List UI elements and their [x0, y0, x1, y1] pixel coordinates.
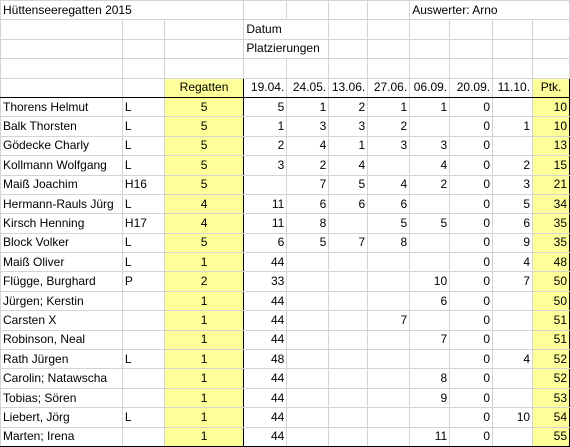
result-cell[interactable] [493, 369, 533, 388]
regatten-cell[interactable]: 5 [164, 175, 244, 194]
ptk-header[interactable]: Ptk. [533, 78, 570, 97]
date-header[interactable]: 20.09. [450, 78, 493, 97]
result-cell[interactable]: 0 [450, 117, 493, 136]
auswerter-label[interactable]: Auswerter: Arno [410, 1, 570, 20]
regatten-cell[interactable]: 2 [164, 272, 244, 291]
result-cell[interactable]: 8 [410, 369, 450, 388]
ptk-cell[interactable]: 13 [533, 136, 570, 155]
ptk-cell[interactable]: 52 [533, 350, 570, 369]
result-cell[interactable] [287, 272, 329, 291]
ptk-cell[interactable]: 53 [533, 388, 570, 407]
result-cell[interactable] [368, 350, 410, 369]
result-cell[interactable]: 2 [410, 175, 450, 194]
ptk-cell[interactable]: 52 [533, 369, 570, 388]
result-cell[interactable]: 44 [244, 427, 287, 446]
result-cell[interactable]: 44 [244, 408, 287, 427]
result-cell[interactable]: 3 [410, 136, 450, 155]
result-cell[interactable]: 0 [450, 388, 493, 407]
table-row [1, 369, 570, 388]
result-cell[interactable] [287, 253, 329, 272]
name-cell[interactable]: Kollmann Wolfgang [1, 156, 123, 175]
result-cell[interactable] [287, 388, 329, 407]
result-cell[interactable]: 7 [329, 233, 368, 252]
result-cell[interactable]: 4 [493, 350, 533, 369]
result-cell[interactable] [329, 330, 368, 349]
result-cell[interactable]: 7 [368, 311, 410, 330]
table-row [1, 291, 570, 310]
ptk-cell[interactable]: 35 [533, 214, 570, 233]
class-cell[interactable]: L [122, 136, 164, 155]
ptk-cell[interactable]: 51 [533, 311, 570, 330]
result-cell[interactable] [329, 427, 368, 446]
result-cell[interactable]: 3 [244, 156, 287, 175]
name-cell[interactable]: Marten; Irena [1, 427, 123, 446]
table-row [1, 427, 570, 446]
table-row [1, 233, 570, 252]
result-cell[interactable]: 2 [329, 97, 368, 116]
table-row [1, 253, 570, 272]
result-cell[interactable] [493, 136, 533, 155]
table-row [1, 214, 570, 233]
regatten-cell[interactable]: 1 [164, 388, 244, 407]
class-cell[interactable]: L [122, 253, 164, 272]
datum-row [1, 20, 570, 39]
result-cell[interactable]: 1 [368, 97, 410, 116]
result-cell[interactable]: 2 [287, 156, 329, 175]
date-header[interactable]: 06.09. [410, 78, 450, 97]
result-cell[interactable]: 3 [368, 136, 410, 155]
result-cell[interactable]: 11 [244, 214, 287, 233]
result-cell[interactable]: 0 [450, 330, 493, 349]
result-cell[interactable]: 0 [450, 272, 493, 291]
result-cell[interactable]: 6 [244, 233, 287, 252]
result-cell[interactable]: 5 [368, 214, 410, 233]
result-cell[interactable]: 6 [329, 194, 368, 213]
ptk-cell[interactable]: 55 [533, 427, 570, 446]
date-header[interactable]: 19.04. [244, 78, 287, 97]
result-cell[interactable]: 2 [493, 156, 533, 175]
result-cell[interactable] [244, 175, 287, 194]
table-row [1, 408, 570, 427]
result-cell[interactable]: 9 [493, 233, 533, 252]
result-cell[interactable]: 10 [493, 408, 533, 427]
name-cell[interactable]: Jürgen; Kerstin [1, 291, 123, 310]
result-cell[interactable] [287, 311, 329, 330]
result-cell[interactable]: 1 [287, 97, 329, 116]
table-row [1, 175, 570, 194]
table-row [1, 194, 570, 213]
result-cell[interactable] [410, 117, 450, 136]
class-cell[interactable]: L [122, 156, 164, 175]
table-row [1, 272, 570, 291]
name-cell[interactable]: Balk Thorsten [1, 117, 123, 136]
result-cell[interactable]: 4 [287, 136, 329, 155]
class-cell[interactable] [122, 311, 164, 330]
name-cell[interactable]: Liebert, Jörg [1, 408, 123, 427]
result-cell[interactable] [287, 369, 329, 388]
class-cell[interactable]: H17 [122, 214, 164, 233]
result-cell[interactable] [368, 330, 410, 349]
class-cell[interactable] [122, 427, 164, 446]
result-cell[interactable]: 4 [368, 175, 410, 194]
result-cell[interactable] [368, 369, 410, 388]
ptk-cell[interactable]: 21 [533, 175, 570, 194]
ptk-cell[interactable]: 35 [533, 233, 570, 252]
ptk-cell[interactable]: 15 [533, 156, 570, 175]
regatten-cell[interactable]: 5 [164, 97, 244, 116]
result-cell[interactable]: 8 [368, 233, 410, 252]
result-cell[interactable]: 9 [410, 388, 450, 407]
regatten-header[interactable]: Regatten [164, 78, 244, 97]
result-cell[interactable] [410, 311, 450, 330]
ptk-cell[interactable]: 50 [533, 291, 570, 310]
class-cell[interactable]: H16 [122, 175, 164, 194]
result-cell[interactable]: 5 [410, 214, 450, 233]
result-cell[interactable]: 0 [450, 350, 493, 369]
sheet-title[interactable]: Hüttenseeregatten 2015 [1, 1, 244, 20]
class-cell[interactable]: L [122, 233, 164, 252]
result-cell[interactable] [329, 214, 368, 233]
result-cell[interactable]: 4 [329, 156, 368, 175]
result-cell[interactable] [287, 408, 329, 427]
date-header[interactable]: 13.06. [329, 78, 368, 97]
result-cell[interactable]: 33 [244, 272, 287, 291]
result-cell[interactable] [368, 291, 410, 310]
empty-row [1, 59, 570, 78]
result-cell[interactable]: 0 [450, 427, 493, 446]
result-cell[interactable] [493, 311, 533, 330]
result-cell[interactable]: 0 [450, 214, 493, 233]
result-cell[interactable] [493, 330, 533, 349]
result-cell[interactable] [287, 330, 329, 349]
result-cell[interactable]: 44 [244, 388, 287, 407]
name-cell[interactable]: Tobias; Sören [1, 388, 123, 407]
result-cell[interactable]: 0 [450, 233, 493, 252]
ptk-cell[interactable]: 50 [533, 272, 570, 291]
ptk-cell[interactable]: 10 [533, 97, 570, 116]
result-cell[interactable]: 2 [368, 117, 410, 136]
result-cell[interactable]: 44 [244, 311, 287, 330]
result-cell[interactable]: 1 [329, 136, 368, 155]
class-cell[interactable]: L [122, 194, 164, 213]
result-cell[interactable]: 4 [410, 156, 450, 175]
class-cell[interactable]: L [122, 97, 164, 116]
result-cell[interactable]: 6 [493, 214, 533, 233]
ptk-cell[interactable]: 51 [533, 330, 570, 349]
table-row [1, 136, 570, 155]
name-cell[interactable]: Maiß Joachim [1, 175, 123, 194]
result-cell[interactable]: 6 [287, 194, 329, 213]
regatten-cell[interactable]: 1 [164, 427, 244, 446]
result-cell[interactable] [329, 272, 368, 291]
regatten-cell[interactable]: 5 [164, 117, 244, 136]
result-cell[interactable]: 44 [244, 369, 287, 388]
platzierungen-label[interactable]: Platzierungen [244, 39, 329, 58]
result-cell[interactable]: 5 [329, 175, 368, 194]
result-cell[interactable] [368, 388, 410, 407]
result-cell[interactable]: 4 [493, 253, 533, 272]
result-cell[interactable]: 0 [450, 156, 493, 175]
result-cell[interactable] [368, 272, 410, 291]
result-cell[interactable] [329, 388, 368, 407]
result-cell[interactable]: 2 [244, 136, 287, 155]
result-cell[interactable]: 0 [450, 97, 493, 116]
result-cell[interactable] [410, 350, 450, 369]
name-cell[interactable]: Hermann-Rauls Jürg [1, 194, 123, 213]
result-cell[interactable]: 11 [244, 194, 287, 213]
class-cell[interactable] [122, 369, 164, 388]
result-cell[interactable]: 6 [368, 194, 410, 213]
result-cell[interactable]: 5 [287, 233, 329, 252]
result-cell[interactable] [493, 388, 533, 407]
title-row [1, 1, 570, 20]
result-cell[interactable]: 0 [450, 253, 493, 272]
result-cell[interactable] [410, 194, 450, 213]
result-cell[interactable]: 44 [244, 330, 287, 349]
result-cell[interactable] [493, 427, 533, 446]
result-cell[interactable] [493, 291, 533, 310]
name-cell[interactable]: Kirsch Henning [1, 214, 123, 233]
result-cell[interactable]: 44 [244, 291, 287, 310]
result-cell[interactable] [287, 427, 329, 446]
result-cell[interactable] [368, 408, 410, 427]
datum-label[interactable]: Datum [244, 20, 329, 39]
result-cell[interactable]: 8 [287, 214, 329, 233]
regatten-cell[interactable]: 1 [164, 369, 244, 388]
name-cell[interactable]: Maiß Oliver [1, 253, 123, 272]
result-cell[interactable]: 0 [450, 311, 493, 330]
result-cell[interactable]: 5 [244, 97, 287, 116]
regatten-cell[interactable]: 1 [164, 311, 244, 330]
class-cell[interactable]: L [122, 408, 164, 427]
table-row [1, 388, 570, 407]
result-cell[interactable]: 7 [493, 272, 533, 291]
table-row [1, 97, 570, 116]
result-cell[interactable]: 3 [493, 175, 533, 194]
result-cell[interactable] [368, 253, 410, 272]
class-cell[interactable] [122, 330, 164, 349]
result-cell[interactable]: 7 [410, 330, 450, 349]
regatten-cell[interactable]: 5 [164, 233, 244, 252]
name-cell[interactable]: Rath Jürgen [1, 350, 123, 369]
result-cell[interactable]: 1 [410, 97, 450, 116]
result-cell[interactable]: 0 [450, 408, 493, 427]
result-cell[interactable]: 48 [244, 350, 287, 369]
result-cell[interactable] [329, 291, 368, 310]
regatten-cell[interactable]: 1 [164, 291, 244, 310]
result-cell[interactable] [368, 427, 410, 446]
name-cell[interactable]: Block Volker [1, 233, 123, 252]
date-header[interactable]: 24.05. [287, 78, 329, 97]
result-cell[interactable]: 1 [493, 117, 533, 136]
result-cell[interactable]: 0 [450, 194, 493, 213]
result-cell[interactable] [287, 350, 329, 369]
table-row [1, 156, 570, 175]
regatten-cell[interactable]: 5 [164, 136, 244, 155]
ptk-cell[interactable]: 10 [533, 117, 570, 136]
regatten-cell[interactable]: 1 [164, 408, 244, 427]
result-cell[interactable]: 5 [493, 194, 533, 213]
result-cell[interactable]: 0 [450, 175, 493, 194]
result-cell[interactable] [329, 350, 368, 369]
name-cell[interactable]: Robinson, Neal [1, 330, 123, 349]
regatten-cell[interactable]: 1 [164, 330, 244, 349]
result-cell[interactable]: 7 [287, 175, 329, 194]
class-cell[interactable]: L [122, 117, 164, 136]
ptk-cell[interactable]: 48 [533, 253, 570, 272]
table-row [1, 311, 570, 330]
result-cell[interactable] [329, 253, 368, 272]
name-cell[interactable]: Gödecke Charly [1, 136, 123, 155]
class-cell[interactable] [122, 291, 164, 310]
result-cell[interactable]: 6 [410, 291, 450, 310]
table-row [1, 330, 570, 349]
result-cell[interactable] [493, 97, 533, 116]
regatten-cell[interactable]: 5 [164, 156, 244, 175]
result-cell[interactable]: 0 [450, 291, 493, 310]
result-cell[interactable] [410, 408, 450, 427]
result-cell[interactable] [329, 408, 368, 427]
table-row [1, 350, 570, 369]
date-header[interactable]: 27.06. [368, 78, 410, 97]
result-cell[interactable]: 44 [244, 253, 287, 272]
result-cell[interactable] [287, 291, 329, 310]
name-cell[interactable]: Carolin; Natawscha [1, 369, 123, 388]
result-cell[interactable] [329, 311, 368, 330]
result-cell[interactable] [410, 233, 450, 252]
result-cell[interactable]: 0 [450, 136, 493, 155]
name-cell[interactable]: Thorens Helmut [1, 97, 123, 116]
ptk-cell[interactable]: 34 [533, 194, 570, 213]
regatten-cell[interactable]: 4 [164, 214, 244, 233]
result-cell[interactable]: 3 [287, 117, 329, 136]
name-cell[interactable]: Carsten X [1, 311, 123, 330]
header-row [1, 78, 570, 97]
date-header[interactable]: 11.10. [493, 78, 533, 97]
table-row [1, 117, 570, 136]
result-cell[interactable]: 3 [329, 117, 368, 136]
result-cell[interactable] [410, 253, 450, 272]
class-cell[interactable] [122, 388, 164, 407]
result-cell[interactable]: 1 [244, 117, 287, 136]
regatten-cell[interactable]: 4 [164, 194, 244, 213]
result-cell[interactable]: 11 [410, 427, 450, 446]
result-cell[interactable]: 0 [450, 369, 493, 388]
platzierungen-row [1, 39, 570, 58]
result-cell[interactable]: 10 [410, 272, 450, 291]
class-cell[interactable]: P [122, 272, 164, 291]
regatten-cell[interactable]: 1 [164, 350, 244, 369]
result-cell[interactable] [329, 369, 368, 388]
result-cell[interactable] [368, 156, 410, 175]
class-cell[interactable]: L [122, 350, 164, 369]
regatten-cell[interactable]: 1 [164, 253, 244, 272]
ptk-cell[interactable]: 54 [533, 408, 570, 427]
name-cell[interactable]: Flügge, Burghard [1, 272, 123, 291]
